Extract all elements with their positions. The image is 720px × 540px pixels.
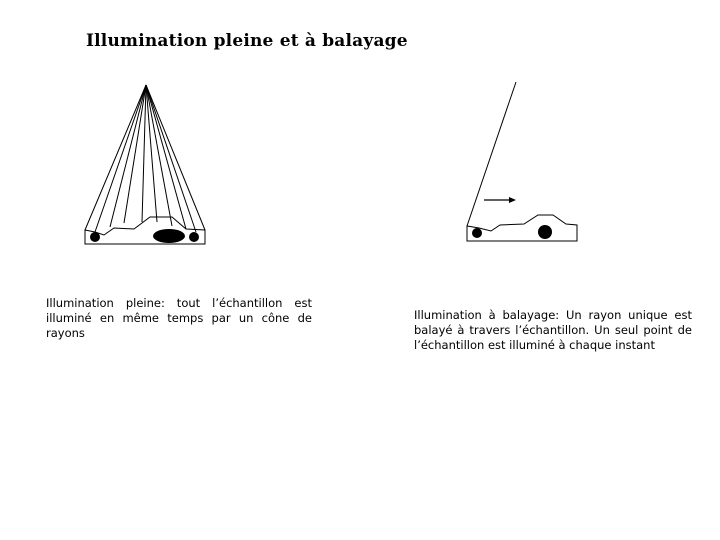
scan-direction-arrow	[484, 197, 516, 203]
ray	[146, 85, 172, 226]
ray	[110, 85, 146, 227]
ray	[85, 85, 146, 230]
full-illumination-caption: Illumination pleine: tout l’échantillon est illuminé en même temps par un cône de rayons	[46, 296, 312, 340]
scanning-illumination-figure	[467, 82, 577, 241]
illuminated-spot	[90, 232, 100, 242]
single-ray	[467, 82, 516, 226]
illuminated-point	[472, 228, 482, 238]
sample-outline	[467, 215, 577, 241]
sample-outline	[85, 217, 205, 244]
ray	[146, 85, 205, 230]
scanning-illumination-caption: Illumination à balayage: Un rayon unique est balayé à travers l’échantillon. Un seul point de l’échantillon est illuminé à chaque instant	[414, 308, 692, 352]
illuminated-spot	[189, 232, 199, 242]
diagram-title: Illumination pleine et à balayage	[86, 31, 408, 51]
ray	[95, 85, 146, 232]
ray-cone	[85, 85, 205, 232]
ray	[146, 85, 196, 232]
full-illumination-figure	[85, 85, 205, 244]
illuminated-spot	[153, 229, 185, 243]
sample-feature	[538, 225, 552, 239]
